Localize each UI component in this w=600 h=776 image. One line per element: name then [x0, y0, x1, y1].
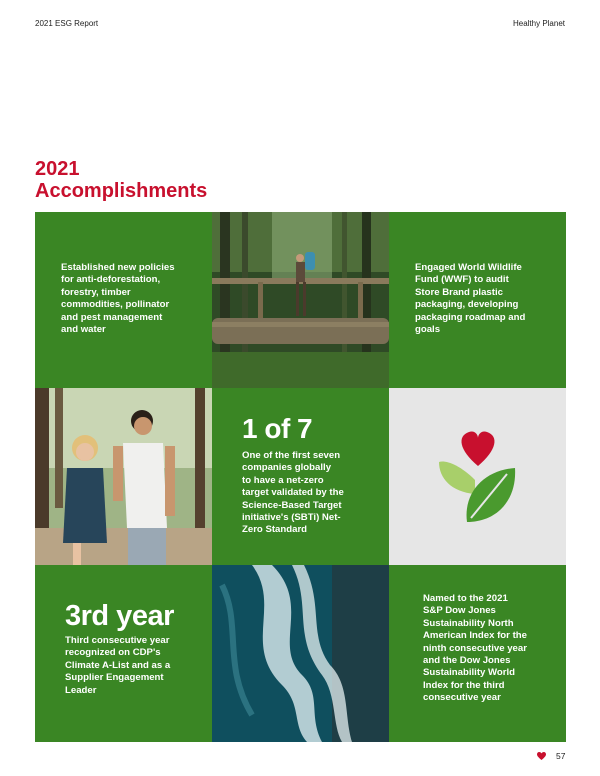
heart-leaves-icon: [389, 388, 566, 565]
sbti-headline: 1 of 7: [242, 413, 313, 444]
title-year: 2021: [35, 158, 80, 180]
cdp-headline: 3rd year: [65, 600, 174, 632]
tile-deforestation: [35, 212, 212, 388]
tile-deforestation-text: Established new policies for anti-deforestation, forestry, timber commodities, pollinator and pest management and water: [61, 262, 175, 336]
tile-sbti: [212, 388, 389, 565]
tile-wwf-text: Engaged World Wildlife Fund (WWF) to audit Store Brand plastic packaging, developing packaging roadmap and goals: [415, 262, 526, 336]
forest-bridge-image: [212, 212, 389, 388]
tile-wwf: [389, 212, 566, 388]
sbti-body: One of the first seven companies globally to have a net-zero target validated by the Science-Based Target initiative's (SBTi) Net- Zero Standard: [242, 450, 344, 536]
tile-icon: [389, 388, 566, 565]
cdp-body: Third consecutive year recognized on CDP's Climate A-List and as a Supplier Engagement Leader: [65, 635, 171, 696]
report-title: 2021 ESG Report: [35, 19, 99, 28]
tile-dowjones: [389, 565, 566, 742]
accomplishments-grid: [35, 212, 566, 742]
photo-forest-hiker: [212, 212, 389, 388]
photo-ocean-aerial: [212, 565, 389, 742]
tile-cdp: [35, 565, 212, 742]
page-title: [35, 158, 207, 202]
page-number: 57: [556, 751, 566, 761]
photo-couple-walking: [35, 388, 212, 565]
section-title: Healthy Planet: [512, 19, 565, 28]
title-word: Accomplishments: [35, 180, 208, 202]
couple-image: [35, 388, 212, 565]
heart-icon: [537, 752, 546, 760]
tile-dowjones-text: Named to the 2021 S&P Dow Jones Sustainability North American Index for the ninth consecutive year and the Dow Jones Sustainability World Index for the third consecutive year: [423, 593, 527, 704]
ocean-image: [212, 565, 389, 742]
